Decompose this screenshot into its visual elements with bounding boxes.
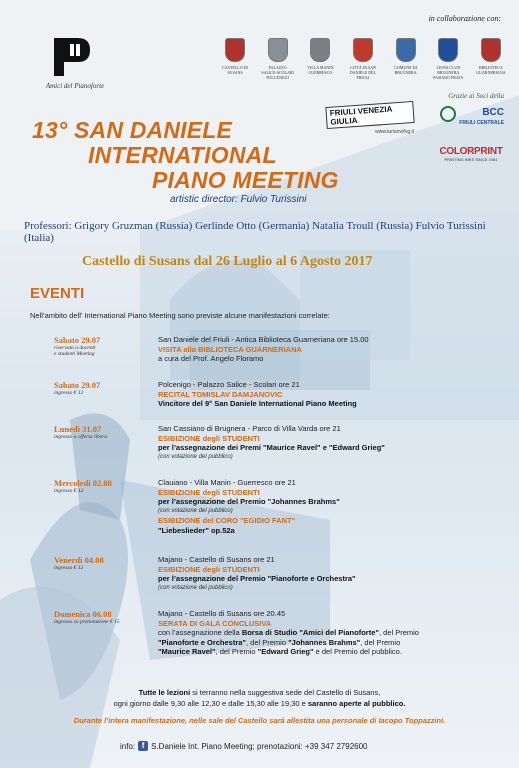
event-venue: San Cassiano di Brugnera - Parco di Villa Varda ore 21 <box>158 424 341 433</box>
bcc-logo <box>420 92 504 126</box>
event-detail: Vincitore del 9° San Daniele International Piano Meeting <box>158 399 357 408</box>
title-line-1: 13° SAN DANIELE <box>32 117 233 143</box>
fvg-name: FRIULI VENEZIA GIULIA <box>325 101 414 129</box>
collaboration-label: in collaborazione con: <box>428 14 501 23</box>
title-line-2: INTERNATIONAL <box>88 142 277 168</box>
event-venue: Polcenigo - Palazzo Salice - Scolari ore 21 <box>158 380 300 389</box>
colorprint-logo <box>436 146 506 162</box>
event-note: ingresso € 12 <box>54 390 84 396</box>
event-details <box>158 380 513 409</box>
event-date-block <box>54 555 154 571</box>
crest-icon <box>225 38 245 62</box>
sponsor-name: VILLA MANIN GUERRESCO <box>307 65 334 75</box>
gala-line-1 <box>158 628 513 638</box>
colorprint-sub: PRINTING INKS SINCE 1981 <box>444 157 498 162</box>
gala-line-2 <box>158 638 513 648</box>
sponsor-name: BIBLIOTECA GUARNERIANA <box>476 65 506 75</box>
bcc-sub: FRIULI CENTRALE <box>459 120 504 126</box>
sponsor-name: CITTÀ DI SAN DANIELE DEL FRIULI <box>349 65 377 80</box>
event-note: riservato a docenti <box>54 345 96 351</box>
sponsor-item <box>431 38 465 80</box>
event-note: ingresso € 12 <box>54 488 84 494</box>
event-note: e studenti Meeting <box>54 351 95 357</box>
event-venue: Majano - Castello di Susans ore 21 <box>158 555 275 564</box>
sponsor-name: LIONS CLUB BRUGNERA PASIANO PRATA <box>433 65 464 80</box>
event-day: Venerdì 04.08 <box>54 555 104 565</box>
crest-icon <box>353 38 373 62</box>
event-day: Sabato 29.07 <box>54 335 101 345</box>
gala-prize: "Maurice Ravel" <box>158 647 216 656</box>
event-detail: per l’assegnazione del Premio "Pianoforte e Orchestra" <box>158 574 356 583</box>
event-detail: per l’assegnazione del Premio "Johannes Brahms" <box>158 497 340 506</box>
gala-text: e del Premio del pubblico. <box>313 647 402 656</box>
bcc-tagline: Grazie ai Soci della <box>448 92 504 100</box>
event-detail-2: "Liebeslieder" op.52a <box>158 525 235 535</box>
footer-text: ogni giorno dalle 9,30 alle 12,30 e dalle 15,30 alle 19,30 e <box>113 699 308 708</box>
artistic-director: artistic director: Fulvio Turissini <box>170 194 307 205</box>
sponsor-item <box>346 38 380 80</box>
gala-prize: "Edward Grieg" <box>257 647 314 656</box>
crest-icon <box>481 38 501 62</box>
gala-text: con l’assegnazione della <box>158 628 242 637</box>
event-date-block <box>54 380 154 396</box>
facebook-icon[interactable]: f <box>138 741 148 751</box>
gala-line-3 <box>158 647 513 657</box>
gala-text: , del Premio <box>245 637 289 647</box>
sponsor-item <box>474 38 508 80</box>
event-venue: San Daniele del Friuli - Antica Biblioteca Guarneriana ore 15.00 <box>158 335 369 344</box>
event-date-block <box>54 609 154 625</box>
sponsor-item <box>389 38 423 80</box>
sponsor-name: COMUNE DI BRUGNERA <box>394 65 417 75</box>
event-highlight: ESIBIZIONE degli STUDENTI <box>158 487 260 497</box>
event-vote: (con votazione del pubblico) <box>158 507 233 514</box>
event-venue: Majano - Castello di Susans ore 20.45 <box>158 609 286 618</box>
event-highlight-2: ESIBIZIONE del CORO "EGIDIO FANT" <box>158 516 296 525</box>
event-date-block <box>54 478 154 494</box>
info-line <box>120 741 368 751</box>
info-label: info: <box>120 741 136 751</box>
gala-prize: "Johannes Brahms" <box>288 637 361 647</box>
bcc-name: BCC <box>482 107 504 118</box>
event-day: Domenica 06.08 <box>54 609 112 619</box>
event-highlight: SERATA DI GALA CONCLUSIVA <box>158 618 272 628</box>
bcc-circle-icon <box>440 106 456 122</box>
crest-icon <box>438 38 458 62</box>
gala-prize: Borsa di Studio "Amici del Pianoforte" <box>241 628 379 637</box>
prize-name: "Maurice Ravel" <box>263 443 321 452</box>
event-day: Mercoledì 02.08 <box>54 478 112 488</box>
event-highlight: ESIBIZIONE degli STUDENTI <box>158 433 260 443</box>
footer-exhibition: Durante l’intera manifestazione, nelle sale del Castello sarà allestita una personale di Iacopo Toppazzini. <box>73 716 446 725</box>
eventi-heading: EVENTI <box>30 285 85 302</box>
event-detail: a cura del Prof. Angelo Floramo <box>158 354 264 363</box>
event-dates: Castello di Susans dal 26 Luglio al 6 Agosto 2017 <box>82 254 373 269</box>
piano-logo <box>48 34 94 80</box>
footer-strong: Tutte le lezioni <box>138 688 191 697</box>
event-note: ingresso a offerta libera <box>54 434 108 440</box>
sponsor-item <box>303 38 337 80</box>
prize-text: per l’assegnazione dei Premi <box>158 443 264 452</box>
sponsor-item <box>261 38 295 80</box>
crest-icon <box>268 38 288 62</box>
event-day: Sabato 29.07 <box>54 380 101 390</box>
event-highlight: RECITAL TOMISLAV DAMJANOVIC <box>158 389 283 399</box>
gala-text: , del Premio <box>378 628 419 637</box>
professors: Professori: Grigory Gruzman (Russia) Gerlinde Otto (Germania) Natalia Troull (Russia) Fulvio Turissini (Italia) <box>24 220 486 244</box>
event-details <box>158 609 513 657</box>
gala-prize: "Pianoforte e Orchestra" <box>158 637 246 647</box>
info-contact: S.Daniele Int. Piano Meeting; prenotazioni: +39 347 2792600 <box>151 741 368 751</box>
event-details <box>158 424 513 462</box>
sponsor-list <box>218 38 508 80</box>
event-date-block <box>54 424 154 440</box>
event-venue: Clauiano - Villa Manin - Guerresco ore 21 <box>158 478 296 487</box>
fvg-url: www.turismofvg.it <box>375 129 414 135</box>
sponsor-name: CASTELLO DI SUSANS <box>222 65 248 75</box>
sponsor-name: PALAZZO SALICE-SCOLARI POLCENIGO <box>261 65 294 80</box>
event-details <box>158 335 513 364</box>
colorprint-name: COLORPRINT <box>439 146 503 157</box>
gala-text: , del Premio <box>215 647 258 656</box>
footer-line-1 <box>0 688 519 697</box>
bcc-mark-row <box>420 102 504 126</box>
event-vote: (con votazione del pubblico) <box>158 584 233 591</box>
footer-line-2 <box>0 699 519 708</box>
event-note: ingresso € 12 <box>54 565 84 571</box>
event-date-block <box>54 335 154 357</box>
title-line-3: PIANO MEETING <box>152 167 339 193</box>
eventi-intro: Nell’ambito dell’ International Piano Meeting sono previste alcune manifestazioni correlate: <box>30 311 330 320</box>
prize-text: e <box>320 443 329 452</box>
event-note: ingresso su prenotazione € 15 <box>54 619 120 625</box>
event-highlight: ESIBIZIONE degli STUDENTI <box>158 564 260 574</box>
event-vote: (con votazione del pubblico) <box>158 453 233 460</box>
event-details <box>158 478 513 535</box>
footer-text: si terranno nella suggestiva sede del Castello di Susans, <box>190 688 381 697</box>
crest-icon <box>310 38 330 62</box>
event-day: Lunedì 31.07 <box>54 424 102 434</box>
event-details <box>158 555 513 593</box>
gala-text: , del Premio <box>360 637 401 647</box>
sponsor-item <box>218 38 252 80</box>
prize-name: "Edward Grieg" <box>328 443 385 452</box>
crest-icon <box>396 38 416 62</box>
logo-caption: Amici del Pianoforte <box>45 82 105 90</box>
piano-logo-icon <box>48 34 94 80</box>
fvg-logo <box>326 104 414 135</box>
footer-strong: saranno aperte al pubblico. <box>307 699 406 708</box>
event-highlight: VISITA alla BIBLIOTECA GUARNERIANA <box>158 344 302 354</box>
event-detail <box>158 443 513 453</box>
